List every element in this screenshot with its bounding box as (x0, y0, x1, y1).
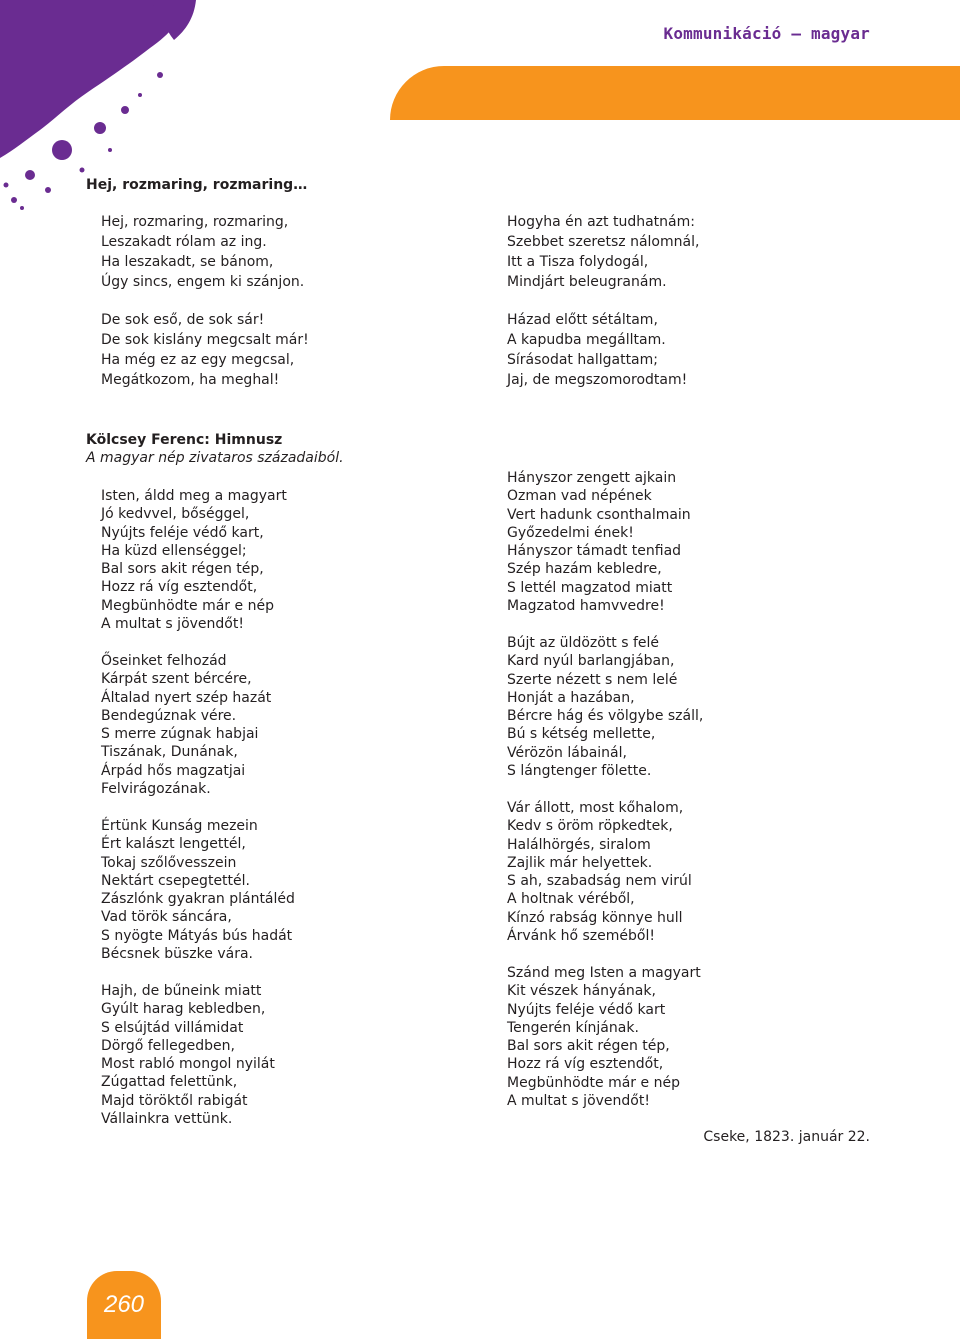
verse-line: Most rabló mongol nyilát (101, 1056, 275, 1073)
verse-line: Árvánk hő szeméből! (507, 928, 655, 945)
verse-line: Tokaj szőlővesszein (101, 854, 237, 871)
verse-line: Bú s kétség mellette, (507, 726, 656, 743)
verse-line: Megbünhödte már e nép (507, 1074, 680, 1091)
verse-line: Dörgő fellegedben, (101, 1037, 235, 1054)
poem2-signature: Cseke, 1823. január 22. (703, 1129, 870, 1145)
verse-line: Hányszor zengett ajkain (507, 470, 677, 486)
verse-line: Bal sors akit régen tép, (101, 561, 264, 578)
verse-line: Ha küzd ellenséggel; (101, 542, 247, 559)
verse-line: Mindjárt beleugranám. (507, 274, 667, 290)
poem2-subtitle: A magyar nép zivataros századaiból. (86, 450, 344, 466)
verse-line: Szerte nézett s nem lelé (507, 671, 678, 688)
verse-line: Kit vészek hányának, (507, 983, 656, 1000)
verse-line: Vérözön lábainál, (507, 744, 627, 761)
verse-line: Megátkozom, ha meghal! (101, 372, 280, 388)
verse-line: Vár állott, most kőhalom, (507, 800, 684, 816)
poem1-title: Hej, rozmaring, rozmaring… (86, 177, 308, 193)
poem2-title: Kölcsey Ferenc: Himnusz (86, 432, 283, 448)
verse-line: Vállainkra vettünk. (101, 1111, 233, 1128)
verse-line: Bércre hág és völgybe száll, (507, 708, 704, 725)
verse-line: Nyújts feléje védő kart (507, 1001, 666, 1018)
poem1-left-stanza-1 (101, 212, 304, 292)
verse-line: Ha még ez az egy megcsal, (101, 352, 295, 368)
verse-line: Bendegúznak vére. (101, 707, 237, 724)
poem2-right-stanza-2 (507, 634, 703, 780)
verse-line: S lángtenger fölette. (507, 763, 652, 780)
verse-line: Hajh, de bűneink miatt (101, 983, 262, 999)
verse-line: Zászlónk gyakran plántáléd (101, 891, 295, 908)
verse-line: A holtnak véréből, (507, 891, 635, 908)
verse-line: Jaj, de megszomorodtam! (507, 372, 688, 388)
verse-line: Megbünhödte már e nép (101, 597, 274, 614)
verse-line: Szép hazám kebledre, (507, 561, 662, 578)
verse-line: Honját a hazában, (507, 689, 635, 706)
verse-line: Nektárt csepegtettél. (101, 872, 250, 889)
verse-line: Úgy sincs, engem ki szánjon. (101, 274, 305, 290)
poem2-left-stanza-2 (101, 652, 271, 798)
header-title: Kommunikáció – magyar (663, 24, 870, 43)
verse-line: Szánd meg Isten a magyart (507, 965, 701, 981)
verse-line: Itt a Tisza folydogál, (507, 254, 649, 270)
poem1-right-stanza-1 (507, 212, 699, 292)
verse-line: S lettél magzatod miatt (507, 579, 673, 596)
verse-line: Értünk Kunság mezein (101, 818, 258, 834)
verse-line: Ért kalászt lengettél, (101, 836, 246, 853)
verse-line: S elsújtád villámidat (101, 1019, 244, 1036)
verse-line: Általad nyert szép hazát (101, 689, 272, 706)
poem2-right-stanza-4 (507, 964, 701, 1110)
verse-line: Zúgattad felettünk, (101, 1074, 238, 1091)
header-band (390, 66, 960, 120)
verse-line: Hányszor támadt tenfiad (507, 543, 682, 560)
verse-line: Majd töröktől rabigát (101, 1092, 248, 1109)
verse-line: Halálhörgés, siralom (507, 836, 651, 853)
verse-line: Zajlik már helyettek. (507, 854, 653, 871)
verse-line: Hozz rá víg esztendőt, (507, 1056, 664, 1073)
verse-line: Kard nyúl barlangjában, (507, 653, 675, 670)
verse-line: Magzatod hamvvedre! (507, 598, 665, 615)
verse-line: De sok kislány megcsalt már! (101, 332, 309, 348)
verse-line: Tengerén kínjának. (507, 1019, 639, 1036)
verse-line: Nyújts feléje védő kart, (101, 524, 264, 541)
verse-line: Gyúlt harag kebledben, (101, 1001, 266, 1018)
poem1-right-stanza-2 (507, 310, 687, 390)
page-number: 260 (87, 1271, 161, 1339)
poem2-left-stanza-3 (101, 817, 295, 963)
verse-line: Vad török sáncára, (101, 909, 232, 926)
verse-line: S merre zúgnak habjai (101, 726, 259, 743)
verse-line: Ha leszakadt, se bánom, (101, 254, 274, 270)
verse-line: A multat s jövendőt! (507, 1093, 650, 1110)
verse-line: Szebbet szeretsz nálomnál, (507, 234, 700, 250)
verse-line: Hogyha én azt tudhatnám: (507, 214, 695, 230)
verse-line: Tiszának, Dunának, (101, 744, 238, 761)
verse-line: Vert hadunk csonthalmain (507, 506, 691, 523)
verse-line: Leszakadt rólam az ing. (101, 234, 267, 250)
verse-line: Felvirágozának. (101, 781, 211, 798)
verse-line: Bécsnek büszke vára. (101, 946, 253, 963)
verse-line: Árpád hős magzatjai (101, 762, 246, 779)
verse-line: Kínzó rabság könnye hull (507, 909, 683, 926)
verse-line: Házad előtt sétáltam, (507, 312, 658, 328)
verse-line: Isten, áldd meg a magyart (101, 488, 287, 504)
verse-line: A multat s jövendőt! (101, 616, 244, 633)
verse-line: Sírásodat hallgattam; (507, 352, 658, 368)
verse-line: Győzedelmi ének! (507, 524, 634, 541)
verse-line: Jó kedvvel, bőséggel, (101, 506, 250, 523)
poem2-left-stanza-4 (101, 982, 275, 1128)
verse-line: Bal sors akit régen tép, (507, 1038, 670, 1055)
verse-line: A kapudba megálltam. (507, 332, 666, 348)
poem1-left-stanza-2 (101, 310, 309, 390)
verse-line: De sok eső, de sok sár! (101, 312, 265, 328)
verse-line: Hej, rozmaring, rozmaring, (101, 214, 289, 230)
verse-line: Hozz rá víg esztendőt, (101, 579, 258, 596)
verse-line: S ah, szabadság nem virúl (507, 873, 692, 890)
poem2-right-stanza-1 (507, 469, 691, 615)
verse-line: Őseinket felhozád (101, 653, 227, 669)
verse-line: Kárpát szent bércére, (101, 671, 252, 688)
verse-line: Bújt az üldözött s felé (507, 635, 660, 651)
poem2-left-stanza-1 (101, 487, 287, 633)
verse-line: Kedv s öröm röpkedtek, (507, 818, 673, 835)
verse-line: Ozman vad népének (507, 488, 652, 505)
poem2-right-stanza-3 (507, 799, 692, 945)
verse-line: S nyögte Mátyás bús hadát (101, 927, 293, 944)
